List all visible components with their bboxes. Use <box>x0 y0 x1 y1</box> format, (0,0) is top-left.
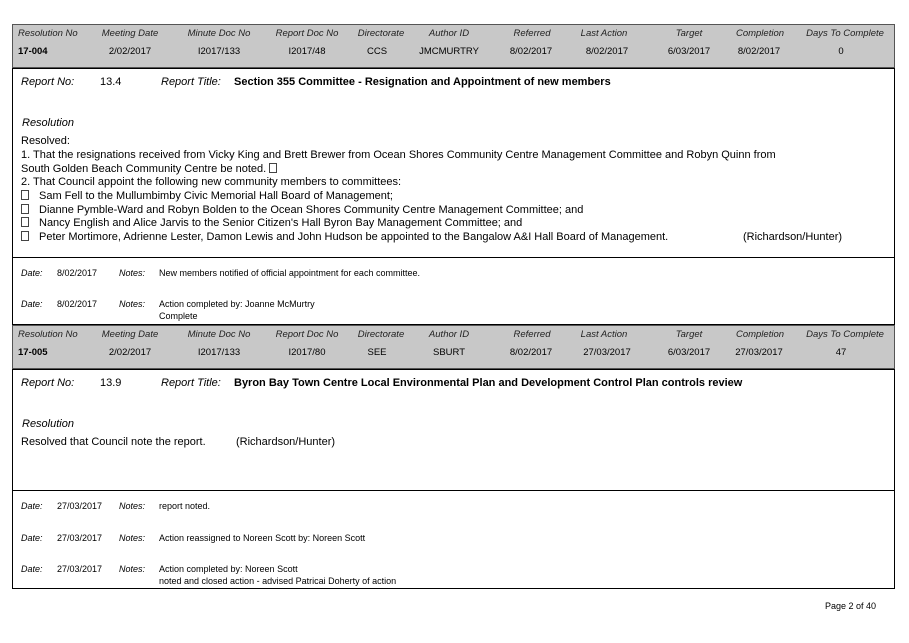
header-label-author-id: Author ID <box>428 28 470 39</box>
meeting-date-value: 2/02/2017 <box>108 46 152 57</box>
directorate-value: SEE <box>367 347 387 358</box>
header-label-target: Target <box>675 28 703 39</box>
note-date: 27/03/2017 <box>57 501 103 511</box>
report-title-label: Report Title: <box>161 377 221 389</box>
header-label-target: Target <box>675 329 703 340</box>
last-action-value: 27/03/2017 <box>583 347 631 358</box>
note-notes-label: Notes: <box>119 564 146 574</box>
bullet-icon <box>21 204 29 214</box>
days-to-complete-value: 47 <box>835 347 847 358</box>
header-label-directorate: Directorate <box>357 28 405 39</box>
header-label-days-to-complete: Days To Complete <box>806 329 884 340</box>
report-title-label: Report Title: <box>161 76 221 88</box>
target-value: 6/03/2017 <box>667 347 711 358</box>
header-label-meeting-date: Meeting Date <box>101 329 159 340</box>
referred-value: 8/02/2017 <box>509 46 553 57</box>
page-number: Page 2 of 40 <box>824 601 876 611</box>
report-title: Byron Bay Town Centre Local Environmental Plan and Development Control Plan controls review <box>234 377 743 389</box>
last-action-value: 8/02/2017 <box>585 46 629 57</box>
header-label-days-to-complete: Days To Complete <box>806 28 884 39</box>
note-date-label: Date: <box>21 564 43 574</box>
header-label-last-action: Last Action <box>580 28 628 39</box>
bullet-text: Dianne Pymble-Ward and Robyn Bolden to the Ocean Shores Community Centre Management Committee; and <box>39 204 584 216</box>
meeting-date-value: 2/02/2017 <box>108 347 152 358</box>
note-date-label: Date: <box>21 299 43 309</box>
header-label-author-id: Author ID <box>428 329 470 340</box>
record-header-17-005 <box>12 325 895 369</box>
bullet-icon <box>21 190 29 200</box>
resolution-line-2 <box>21 163 287 175</box>
resolution-box-17-004 <box>12 68 895 258</box>
header-label-resolution-no: Resolution No <box>18 329 78 340</box>
bullet-icon <box>21 231 29 241</box>
header-label-resolution-no: Resolution No <box>18 28 78 39</box>
bullet-icon <box>269 163 277 173</box>
note-text: Action completed by: Noreen Scott <box>159 564 298 574</box>
note-text-2: Complete <box>159 311 198 321</box>
target-value: 6/03/2017 <box>667 46 711 57</box>
header-label-minute-doc-no: Minute Doc No <box>187 329 251 340</box>
report-no-value: 13.4 <box>100 76 122 88</box>
resolution-heading: Resolution <box>22 418 74 430</box>
resolved-text: Resolved: <box>21 135 70 147</box>
report-title: Section 355 Committee - Resignation and Appointment of new members <box>234 76 611 88</box>
note-notes-label: Notes: <box>119 299 146 309</box>
days-to-complete-value: 0 <box>838 46 844 57</box>
notes-box-17-005 <box>12 490 895 589</box>
header-label-report-doc-no: Report Doc No <box>275 28 339 39</box>
mover-seconder: (Richardson/Hunter) <box>236 436 336 448</box>
bullet-icon <box>21 217 29 227</box>
directorate-value: CCS <box>366 46 388 57</box>
completion-value: 8/02/2017 <box>737 46 781 57</box>
note-date: 27/03/2017 <box>57 533 103 543</box>
note-notes-label: Notes: <box>119 501 146 511</box>
resolution-no-value: 17-005 <box>18 347 48 358</box>
report-doc-no-value: I2017/48 <box>288 46 326 57</box>
resolution-bullet-2 <box>21 204 583 216</box>
note-date: 27/03/2017 <box>57 564 103 574</box>
header-label-minute-doc-no: Minute Doc No <box>187 28 251 39</box>
note-notes-label: Notes: <box>119 533 146 543</box>
header-label-completion: Completion <box>735 28 785 39</box>
resolution-heading: Resolution <box>22 117 74 129</box>
note-text: report noted. <box>159 501 211 511</box>
completion-value: 27/03/2017 <box>735 347 783 358</box>
resolution-box-17-005 <box>12 369 895 491</box>
report-no-value: 13.9 <box>100 377 122 389</box>
resolution-bullet-4 <box>21 231 668 243</box>
bullet-text: Sam Fell to the Mullumbimby Civic Memorial Hall Board of Management; <box>39 190 393 202</box>
author-id-value: JMCMURTRY <box>419 46 479 57</box>
note-text: New members notified of official appointment for each committee. <box>159 268 420 278</box>
header-label-last-action: Last Action <box>580 329 628 340</box>
header-label-directorate: Directorate <box>357 329 405 340</box>
resolution-line-1: 1. That the resignations received from Vicky King and Brett Brewer from Ocean Shores Community Centre Management Committee and Robyn Quinn from <box>21 149 776 161</box>
header-label-referred: Referred <box>513 329 551 340</box>
note-date-label: Date: <box>21 268 43 278</box>
note-text: Action reassigned to Noreen Scott by: Noreen Scott <box>159 533 366 543</box>
resolution-bullet-3 <box>21 217 522 229</box>
note-date-label: Date: <box>21 533 43 543</box>
header-label-completion: Completion <box>735 329 785 340</box>
notes-box-17-004 <box>12 257 895 325</box>
resolved-text: Resolved that Council note the report. <box>21 436 206 448</box>
referred-value: 8/02/2017 <box>509 347 553 358</box>
resolution-no-value: 17-004 <box>18 46 48 57</box>
note-date: 8/02/2017 <box>57 268 98 278</box>
resolution-line-3: 2. That Council appoint the following new community members to committees: <box>21 176 402 188</box>
header-label-referred: Referred <box>513 28 551 39</box>
note-text: Action completed by: Joanne McMurtry <box>159 299 315 309</box>
report-doc-no-value: I2017/80 <box>288 347 326 358</box>
bullet-text: Peter Mortimore, Adrienne Lester, Damon Lewis and John Hudson be appointed to the Bangalow A&I Hall Board of Management. <box>39 231 669 243</box>
report-no-label: Report No: <box>21 377 75 389</box>
resolution-bullet-1 <box>21 190 393 202</box>
header-label-report-doc-no: Report Doc No <box>275 329 339 340</box>
resolution-line-2-text: South Golden Beach Community Centre be noted. <box>21 163 267 175</box>
note-text-2: noted and closed action - advised Patricai Doherty of action <box>159 576 397 586</box>
minute-doc-no-value: I2017/133 <box>197 347 241 358</box>
report-no-label: Report No: <box>21 76 75 88</box>
record-header-17-004 <box>12 24 895 68</box>
bullet-text: Nancy English and Alice Jarvis to the Senior Citizen's Hall Byron Bay Management Committee; and <box>39 217 523 229</box>
note-notes-label: Notes: <box>119 268 146 278</box>
note-date-label: Date: <box>21 501 43 511</box>
author-id-value: SBURT <box>432 347 466 358</box>
note-date: 8/02/2017 <box>57 299 98 309</box>
header-label-meeting-date: Meeting Date <box>101 28 159 39</box>
mover-seconder: (Richardson/Hunter) <box>743 231 843 243</box>
minute-doc-no-value: I2017/133 <box>197 46 241 57</box>
